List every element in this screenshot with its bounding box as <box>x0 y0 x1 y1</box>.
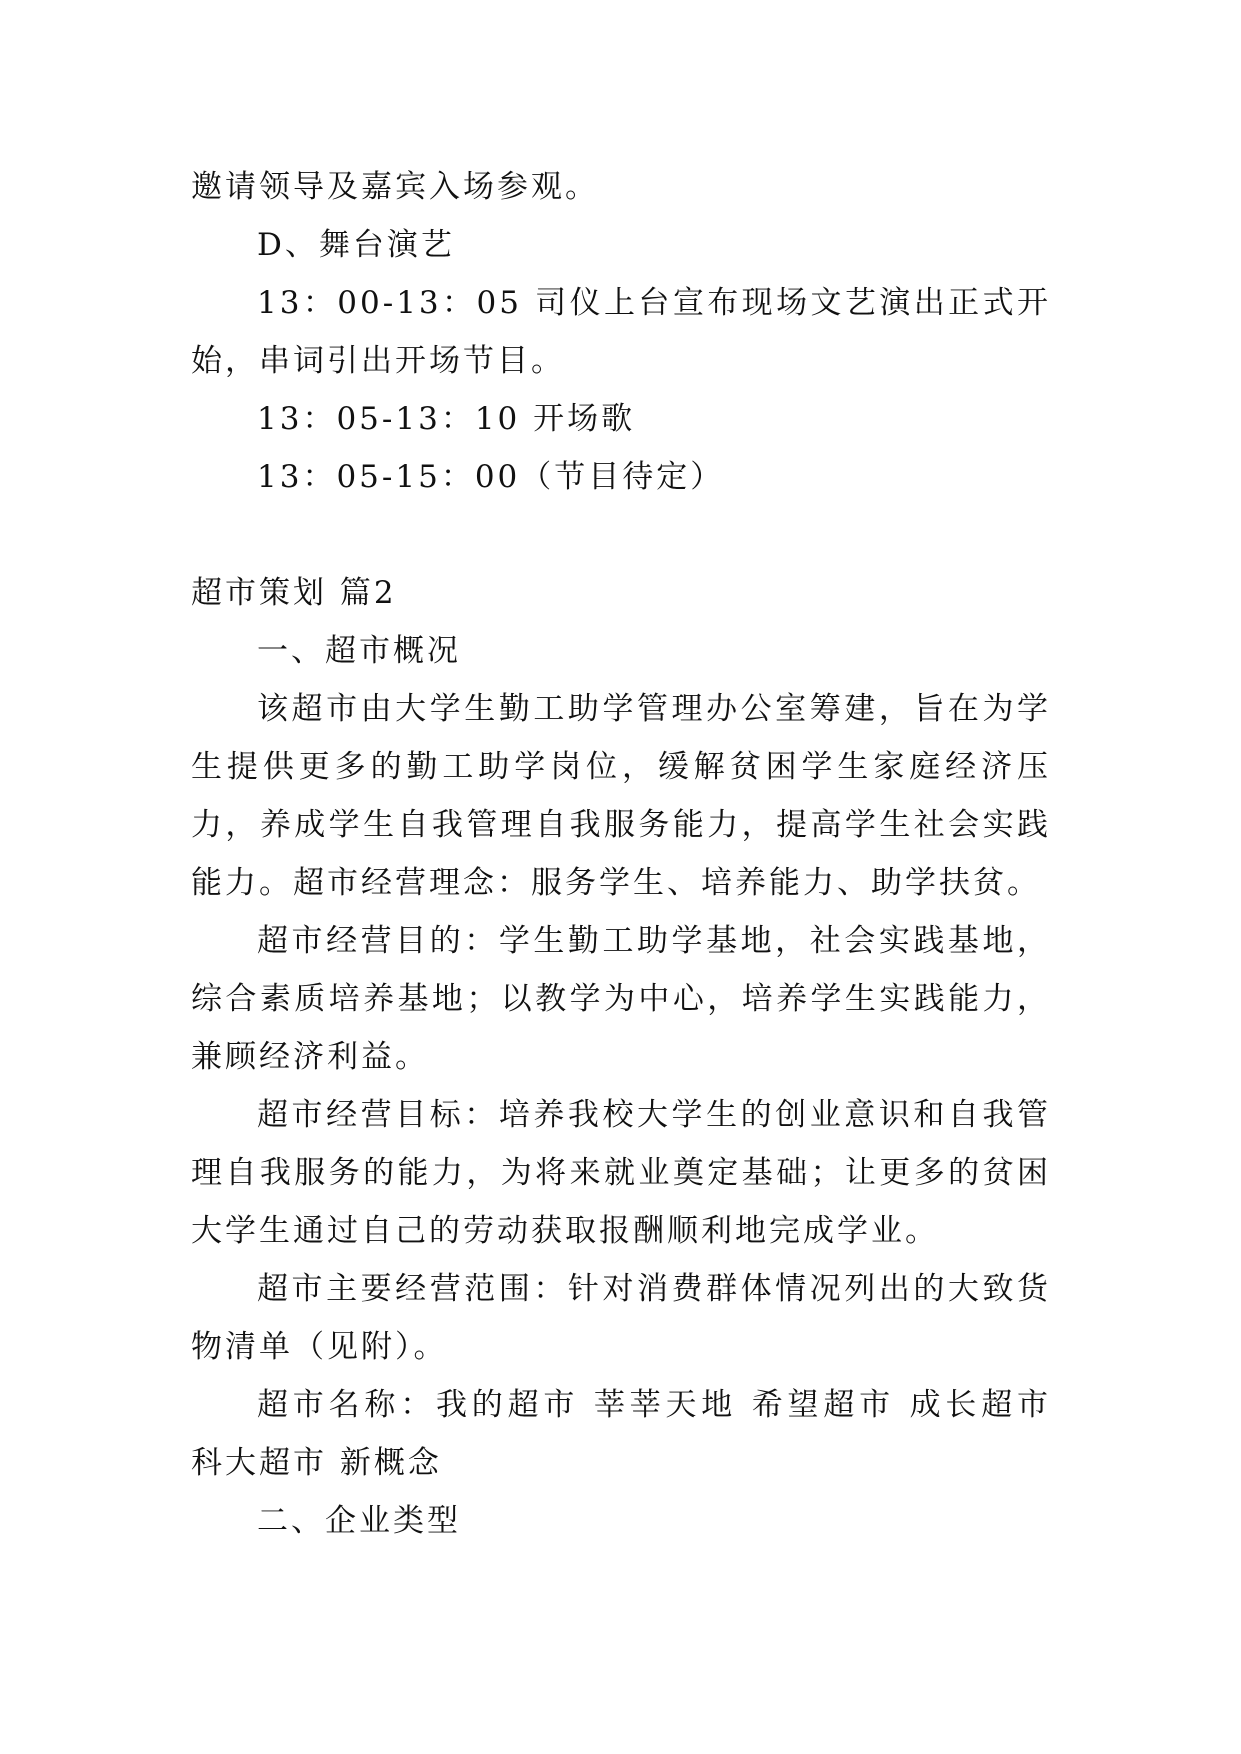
paragraph-9: 超市经营目的：学生勤工助学基地，社会实践基地，综合素质培养基地；以教学为中心，培养学生实践能力，兼顾经济利益。 <box>191 923 1051 1075</box>
paragraph-5: 13：05-15：00（节目待定） <box>257 459 725 495</box>
section-heading: 超市策划 篇2 <box>191 575 397 611</box>
document-body <box>191 158 1051 1550</box>
paragraph-1: 邀请领导及嘉宾入场参观。 <box>191 169 599 205</box>
paragraph-7: 一、超市概况 <box>257 633 461 669</box>
paragraph-3: 13：00-13：05 司仪上台宣布现场文艺演出正式开始，串词引出开场节目。 <box>191 285 1051 379</box>
paragraph-10: 超市经营目标：培养我校大学生的创业意识和自我管理自我服务的能力，为将来就业奠定基础；让更多的贫困大学生通过自己的劳动获取报酬顺利地完成学业。 <box>191 1097 1051 1249</box>
paragraph-12: 超市名称：我的超市 莘莘天地 希望超市 成长超市 科大超市 新概念 <box>191 1387 1051 1481</box>
paragraph-11: 超市主要经营范围：针对消费群体情况列出的大致货物清单（见附）。 <box>191 1271 1051 1365</box>
paragraph-2: D、舞台演艺 <box>257 227 455 263</box>
paragraph-8: 该超市由大学生勤工助学管理办公室筹建，旨在为学生提供更多的勤工助学岗位，缓解贫困学生家庭经济压力，养成学生自我管理自我服务能力，提高学生社会实践能力。超市经营理念：服务学生、培养能力、助学扶贫。 <box>191 691 1051 901</box>
section-gap <box>191 506 1051 564</box>
paragraph-13: 二、企业类型 <box>257 1503 461 1539</box>
paragraph-4: 13：05-13：10 开场歌 <box>257 401 636 437</box>
